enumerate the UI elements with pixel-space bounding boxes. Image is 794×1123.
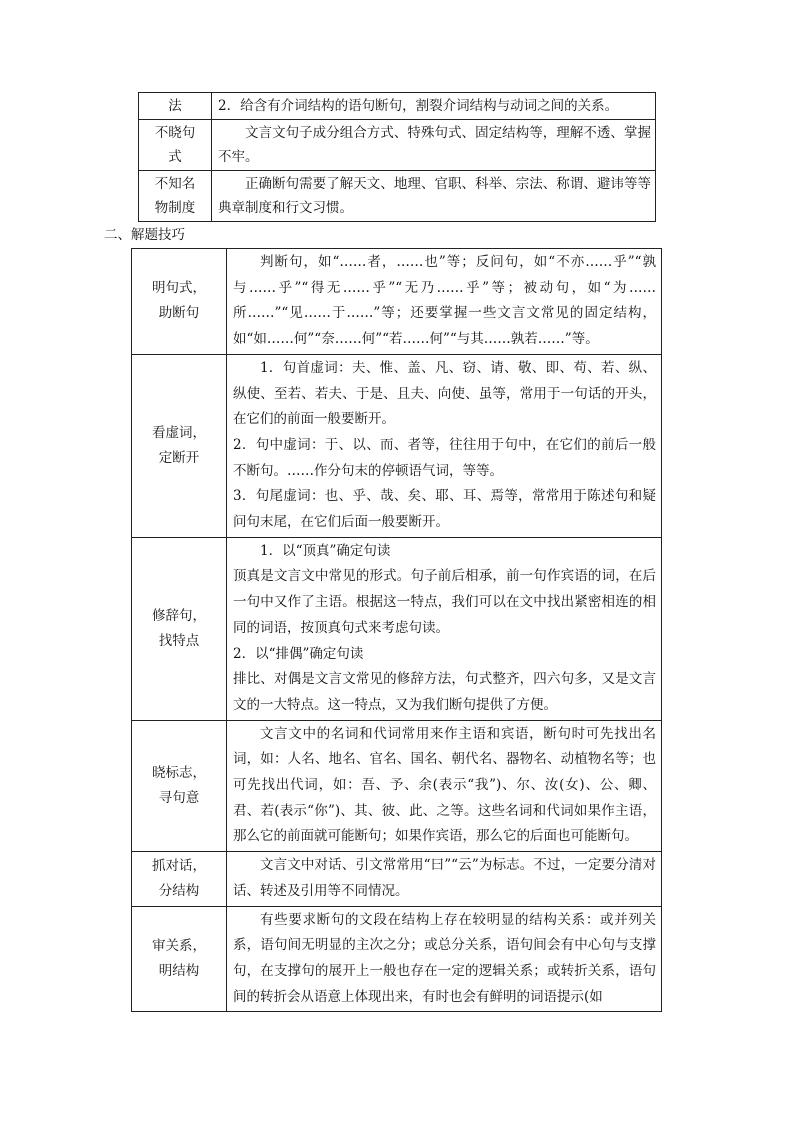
row-text	[227, 852, 662, 906]
table-row	[132, 249, 662, 355]
paragraph: 3．句尾虚词：也、乎、哉、矣、耶、耳、焉等，常常用于陈述句和疑问句末尾，在它们后面一般要断开。	[233, 488, 656, 531]
row-label	[132, 354, 227, 537]
row-label-text: 晓标志，寻句意	[152, 764, 206, 806]
row-label	[139, 171, 212, 222]
table-row	[132, 537, 662, 720]
row-text	[227, 354, 662, 537]
row-label	[132, 906, 227, 1012]
paragraph: 顶真是文言文中常见的形式。句子前后相承，前一句作宾语的词，在后一句中又作了主语。根据这一特点，我们可以在文中找出紧密相连的相同的词语，按顶真句式来考虑句读。	[233, 568, 656, 636]
paragraph: 2．以“排偶”确定句读	[233, 645, 364, 662]
row-text	[227, 249, 662, 355]
paragraph: 1．句首虚词：夫、惟、盖、凡、窃、请、敬、即、苟、若、纵、纵使、至若、若夫、于是、且夫、向使、虽等，常用于一句话的开头，在它们的前面一般要断开。	[233, 359, 656, 428]
row-label	[132, 720, 227, 852]
paragraph: 文言文中的名词和代词常用来作主语和宾语，断句时可先找出名词，如：人名、地名、官名、国名、朝代名、器物名、动植物名等；也可先找出代词，如：吾、予、余(表示“我”)、尔、汝(女)、公、卿、君、若(表示“你”)、其、彼、此、之等。这些名词和代词如果作主语，那么它的前面就可能断句；如果作宾语，那么它的后面也可能断句。	[233, 725, 656, 845]
row-text	[227, 537, 662, 720]
table-row	[139, 171, 656, 222]
row-label	[132, 537, 227, 720]
row-label: 法	[139, 93, 212, 120]
paragraph: 1．以“顶真”确定句读	[260, 542, 391, 559]
row-label-text: 抓对话，分结构	[152, 857, 206, 899]
paragraph: 文言文中对话、引文常常用“曰”“云”为标志。不过，一定要分清对话、转述及引用等不同情况。	[233, 857, 656, 899]
row-label	[132, 249, 227, 355]
techniques-table	[131, 248, 662, 1012]
paragraph: 2．句中虚词：于、以、而、者等，往往用于句中，在它们的前后一般不断句。……作分句末的停顿语气词，等等。	[233, 436, 656, 479]
row-label-text: 看虚词，定断开	[152, 424, 206, 466]
row-text: 2．给含有介词结构的语句断句，割裂介词结构与动词之间的关系。	[212, 93, 656, 120]
causes-table	[138, 92, 656, 222]
table-row	[132, 852, 662, 906]
row-label-text: 审关系，明结构	[152, 937, 206, 979]
table-row	[132, 906, 662, 1012]
table-row	[132, 354, 662, 537]
table-row	[139, 93, 656, 120]
row-label-text: 不知名物制度	[154, 176, 196, 216]
row-label	[132, 852, 227, 906]
table-row	[132, 720, 662, 852]
row-label	[139, 120, 212, 171]
row-label-text: 不晓句式	[154, 125, 196, 165]
row-text	[227, 906, 662, 1012]
row-text: 正确断句需要了解天文、地理、官职、科举、宗法、称谓、避讳等等典章制度和行文习惯。	[212, 171, 656, 222]
paragraph: 判断句，如“……者，……也”等；反问句，如“不亦……乎”“孰与……乎”“得无……乎”“无乃……乎”等；被动句，如“为……所……”“见……于……”等；还要掌握一些文言文常见的固定结构，如“如……何”“奈……何”“若……何”“与其……孰若……”等。	[233, 254, 656, 348]
section-heading: 二、解题技巧	[104, 227, 185, 243]
paragraph: 有些要求断句的文段在结构上存在较明显的结构关系：或并列关系，语句间无明显的主次之分；或总分关系，语句间会有中心句与支撑句，在支撑句的展开上一般也存在一定的逻辑关系；或转折关系，语句间的转折会从语意上体现出来，有时也会有鲜明的词语提示(如	[233, 911, 656, 1005]
row-label-text: 修辞句，找特点	[152, 607, 206, 649]
row-label-text: 明句式，助断句	[152, 280, 206, 322]
table-row	[139, 120, 656, 171]
row-text: 文言文句子成分组合方式、特殊句式、固定结构等，理解不透、掌握不牢。	[212, 120, 656, 171]
paragraph: 排比、对偶是文言文常见的修辞方法，句式整齐，四六句多，又是文言文的一大特点。这一特点，又为我们断句提供了方便。	[233, 671, 656, 713]
row-text	[227, 720, 662, 852]
